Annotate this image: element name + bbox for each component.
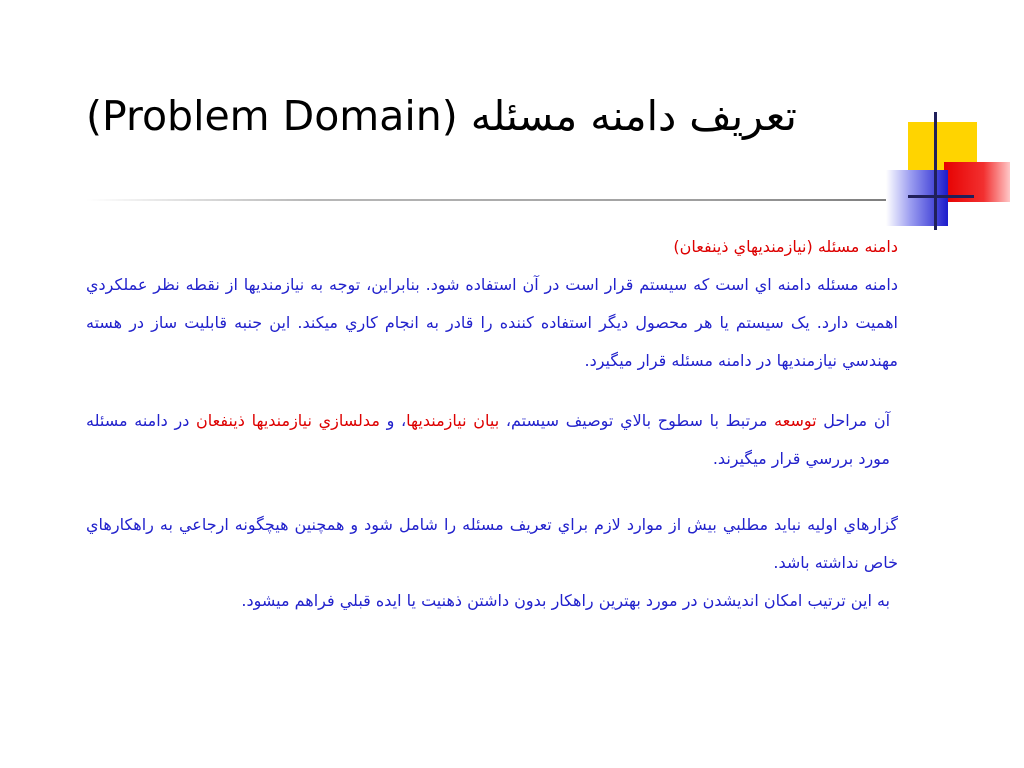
section-heading: دامنه مسئله (نيازمنديهاي ذينفعان) [673, 237, 898, 256]
decor-blue-square [886, 170, 948, 226]
paragraph-definition: دامنه مسئله دامنه اي است كه سيستم قرار است در آن استفاده شود. بنابراين، توجه به نيازمنديها از نقطه نظر عملكردي اهميت دارد. یک سيستم يا هر محصول ديگر استفاده كننده را قادر به انجام كاري ميكند. اين جنبه قابليت ساز در هسته مهندسي نيازمنديها در دامنه مسئله قرار ميگيرد. [86, 275, 898, 370]
paragraph-stages [86, 402, 898, 478]
decor-vertical-line [934, 112, 937, 230]
slide-title-fa: تعریف دامنه مسئله [470, 92, 797, 140]
highlight-requirements-statement: بيان نيازمنديها [406, 411, 500, 430]
slide-title-en: (Problem Domain) [86, 92, 458, 140]
slide-title [86, 78, 916, 154]
stages-text-1: آن مراحل [816, 411, 891, 430]
stages-text-4: در دامنه مسئله مورد بررسي قرار ميگيرند. [86, 411, 890, 468]
decor-horizontal-line [908, 195, 974, 198]
paragraph-initial-statements: گزارهاي اوليه نبايد مطلبي بيش از موارد لازم براي تعريف مسئله را شامل شود و همچنين هيچگونه ارجاعي به راهكارهاي خاص نداشته باشد. [86, 515, 898, 572]
title-divider [86, 199, 974, 201]
paragraph-conclusion: به اين ترتيب امكان انديشدن در مورد بهترين راهكار بدون داشتن ذهنيت يا ايده قبلي فراهم ميشود. [241, 591, 890, 610]
highlight-development: توسعه [774, 411, 817, 430]
stages-text-3: ، و [379, 411, 407, 430]
slide-body [86, 228, 898, 620]
highlight-requirements-modeling: مدلسازي نيازمنديها ذينفعان [196, 411, 380, 430]
stages-text-2: مرتبط با سطوح بالاي توصيف سيستم، [499, 411, 775, 430]
